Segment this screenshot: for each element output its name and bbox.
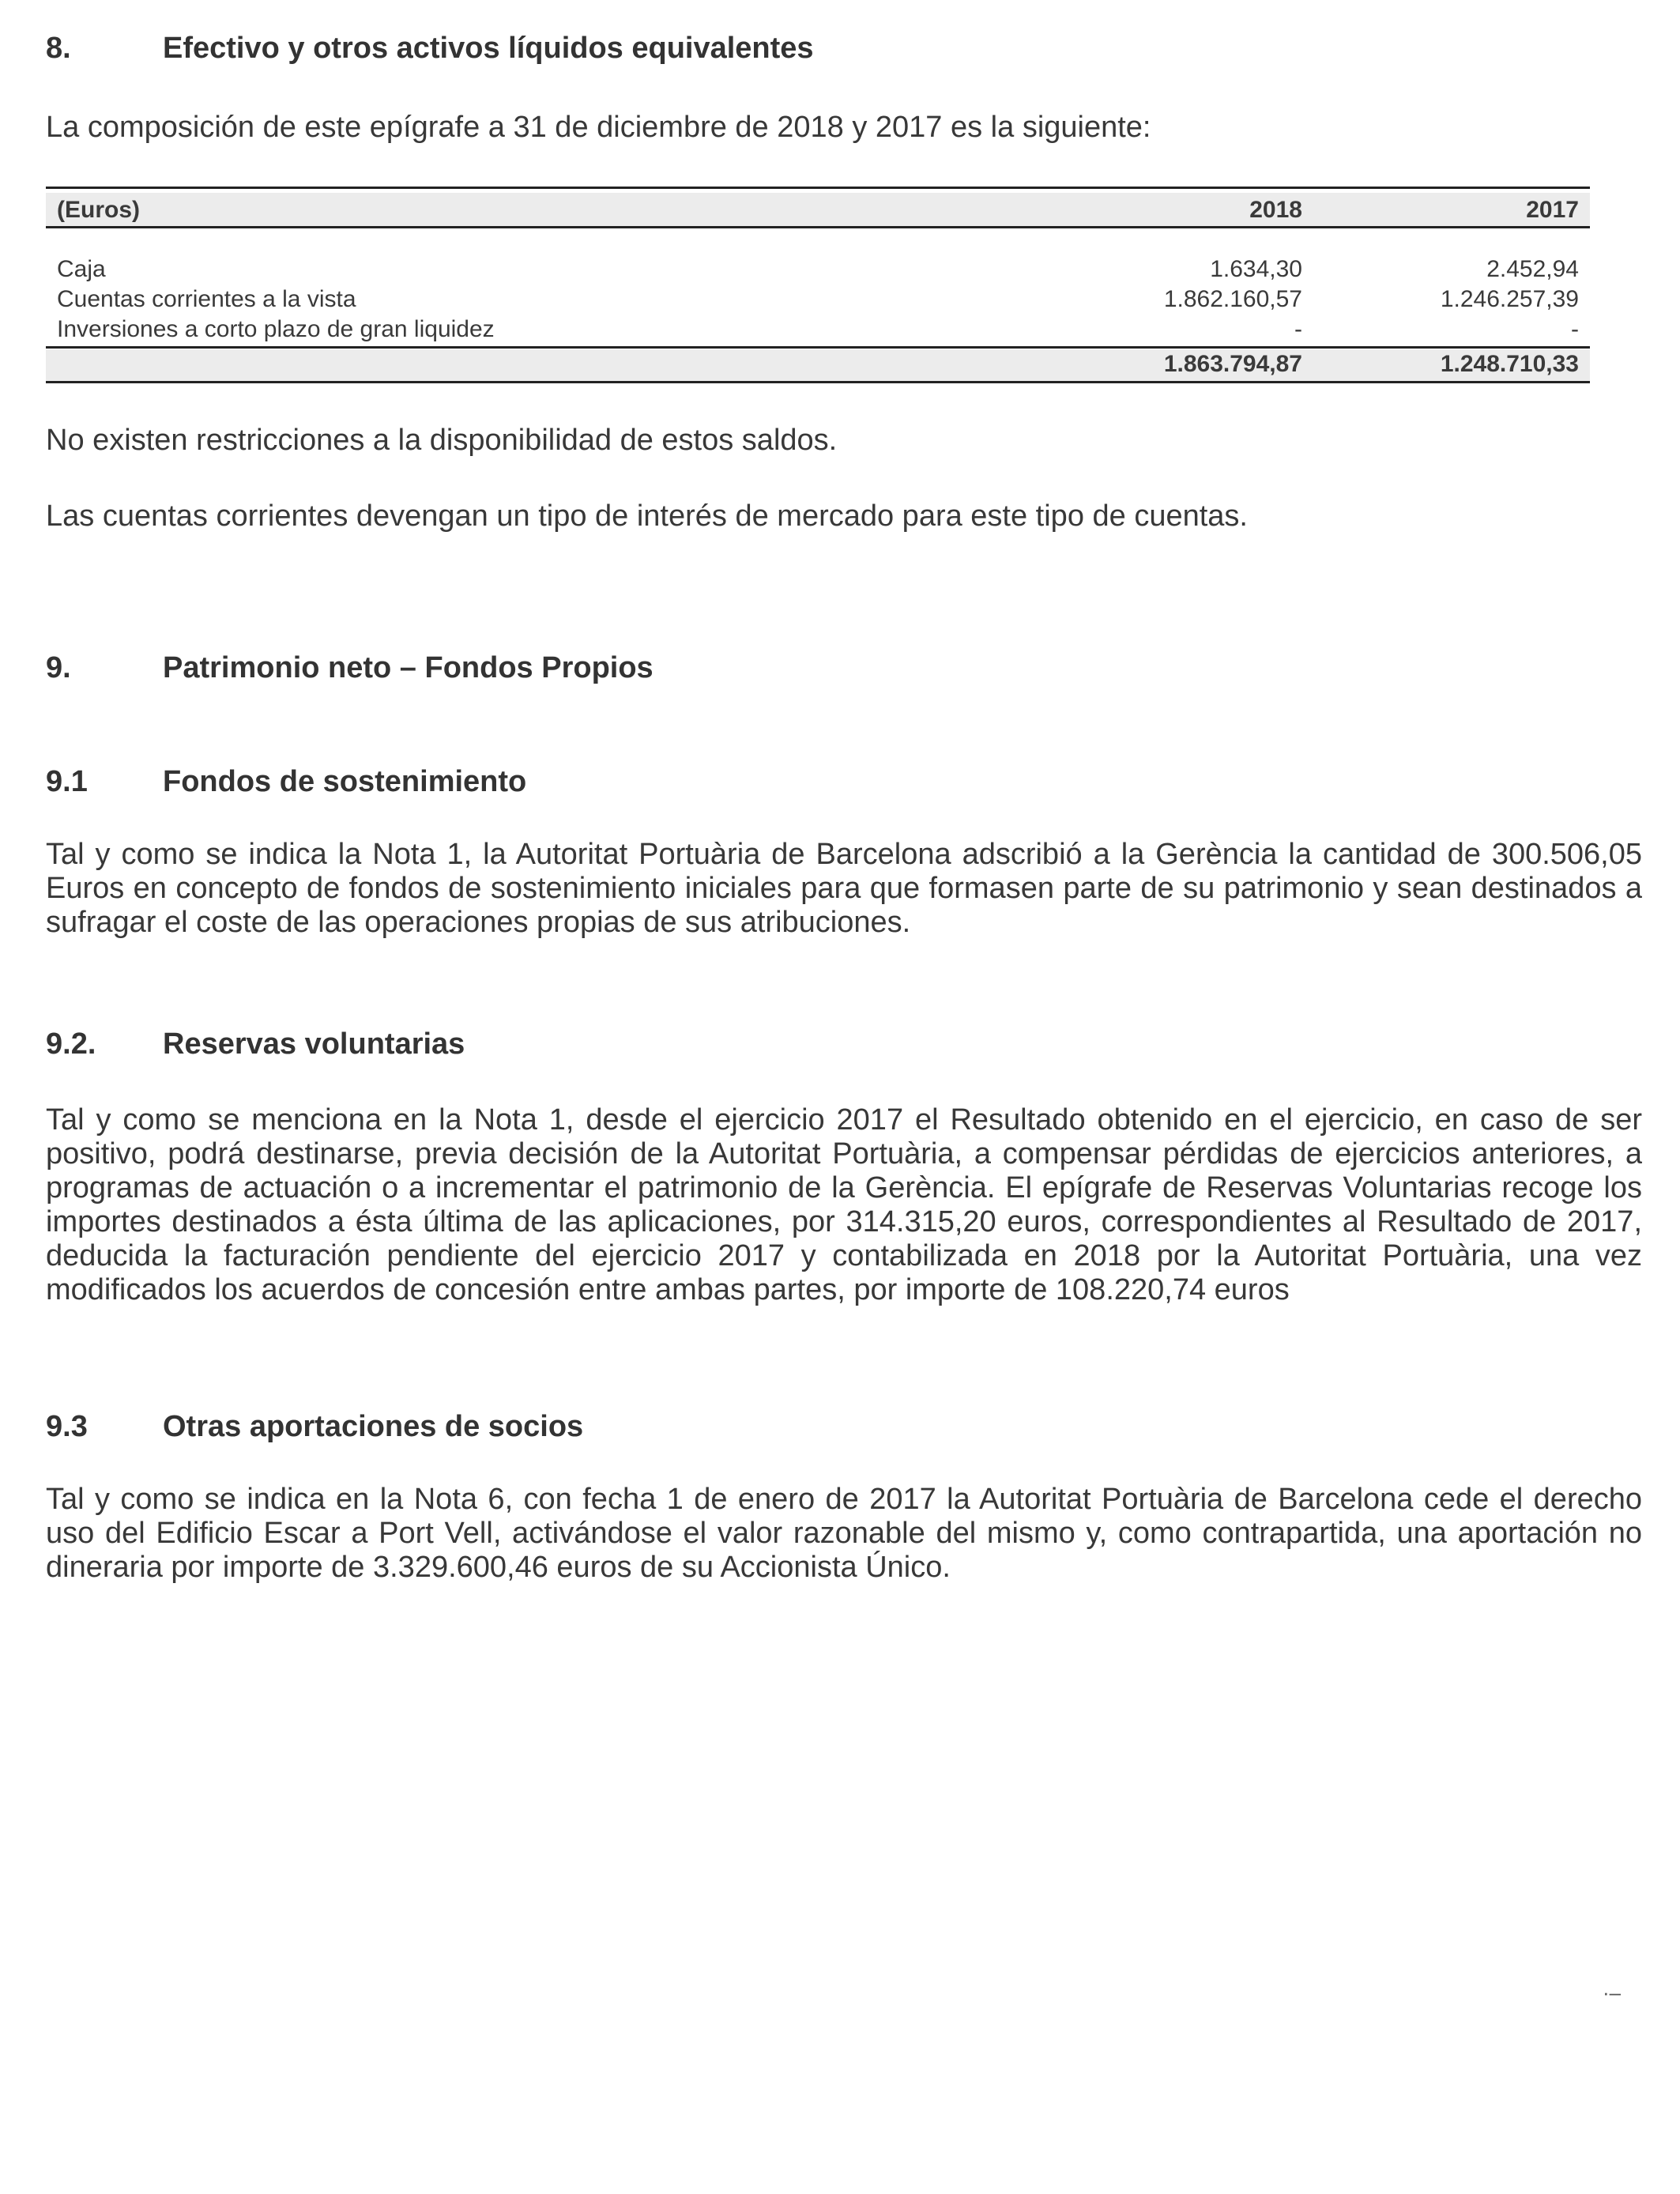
row-label: Caja bbox=[57, 256, 106, 282]
section-9-heading bbox=[46, 651, 654, 685]
row-label: Cuentas corrientes a la vista bbox=[57, 286, 356, 312]
row-label: Inversiones a corto plazo de gran liquidez bbox=[57, 316, 495, 342]
section-9-2-heading bbox=[46, 1027, 465, 1061]
section-8-heading bbox=[46, 32, 814, 66]
section-title: Reservas voluntarias bbox=[163, 1027, 465, 1061]
section-title: Fondos de sostenimiento bbox=[163, 765, 527, 798]
table-header-row bbox=[46, 193, 1590, 228]
total-value-2017: 1.248.710,33 bbox=[1440, 351, 1579, 377]
table-header-2018: 2018 bbox=[1249, 197, 1302, 223]
section-title: Efectivo y otros activos líquidos equivalentes bbox=[163, 32, 814, 65]
table-header-2017: 2017 bbox=[1526, 197, 1579, 223]
table-total-row bbox=[46, 349, 1590, 383]
row-value-2017: - bbox=[1571, 316, 1579, 342]
section-8-paragraph-2: Las cuentas corrientes devengan un tipo de interés de mercado para este tipo de cuentas. bbox=[46, 499, 1248, 533]
section-number: 9. bbox=[46, 651, 71, 684]
section-number: 9.1 bbox=[46, 765, 88, 798]
table-top-rule bbox=[46, 187, 1590, 189]
section-9-2-text: Tal y como se menciona en la Nota 1, desde el ejercicio 2017 el Resultado obtenido en el ejercicio, en caso de ser positivo, podrá destinarse, previa decisión de la Autoritat Portuària, a compensar pérdidas de ejercicios anteriores, a programas de actuación o a incrementar el patrimonio de la Gerència. El epígrafe de Reservas Voluntarias recoge los importes destinados a ésta última de las aplicaciones, por 314.315,20 euros, correspondientes al Resultado de 2017, deducida la facturación pendiente del ejercicio 2017 y contabilizada en 2018 por la Autoritat Portuària, una vez modificados los acuerdos de concesión entre ambas partes, por importe de 108.220,74 euros bbox=[46, 1103, 1642, 1306]
section-9-3-heading bbox=[46, 1410, 583, 1444]
row-value-2018: - bbox=[1294, 316, 1302, 342]
page-number-mark: ·– bbox=[1603, 1981, 1622, 2004]
row-value-2017: 1.246.257,39 bbox=[1440, 286, 1579, 312]
table-row bbox=[46, 286, 1590, 316]
section-title: Patrimonio neto – Fondos Propios bbox=[163, 651, 654, 684]
table-row bbox=[46, 316, 1590, 346]
table-header-label: (Euros) bbox=[57, 197, 140, 223]
row-value-2017: 2.452,94 bbox=[1486, 256, 1579, 282]
section-9-3-text: Tal y como se indica en la Nota 6, con fecha 1 de enero de 2017 la Autoritat Portuària de Barcelona cede el derecho uso del Edificio Escar a Port Vell, activándose el valor razonable del mismo y, como contrapartida, una aportación no dineraria por importe de 3.329.600,46 euros de su Accionista Único. bbox=[46, 1483, 1642, 1584]
section-title: Otras aportaciones de socios bbox=[163, 1410, 584, 1443]
total-value-2018: 1.863.794,87 bbox=[1163, 351, 1302, 377]
section-8-paragraph-1: No existen restricciones a la disponibilidad de estos saldos. bbox=[46, 424, 838, 457]
section-8-intro: La composición de este epígrafe a 31 de diciembre de 2018 y 2017 es la siguiente: bbox=[46, 111, 1151, 144]
section-number: 9.3 bbox=[46, 1410, 88, 1443]
section-number: 9.2. bbox=[46, 1027, 96, 1061]
section-9-1-text: Tal y como se indica la Nota 1, la Autoritat Portuària de Barcelona adscribió a la Gerència la cantidad de 300.506,05 Euros en concepto de fondos de sostenimiento iniciales para que formasen parte de su patrimonio y sean destinados a sufragar el coste de las operaciones propias de sus atribuciones. bbox=[46, 838, 1642, 939]
row-value-2018: 1.862.160,57 bbox=[1163, 286, 1302, 312]
table-total-rule bbox=[46, 346, 1590, 349]
section-number: 8. bbox=[46, 32, 71, 65]
row-value-2018: 1.634,30 bbox=[1210, 256, 1302, 282]
section-9-1-heading bbox=[46, 765, 526, 799]
table-row bbox=[46, 256, 1590, 286]
